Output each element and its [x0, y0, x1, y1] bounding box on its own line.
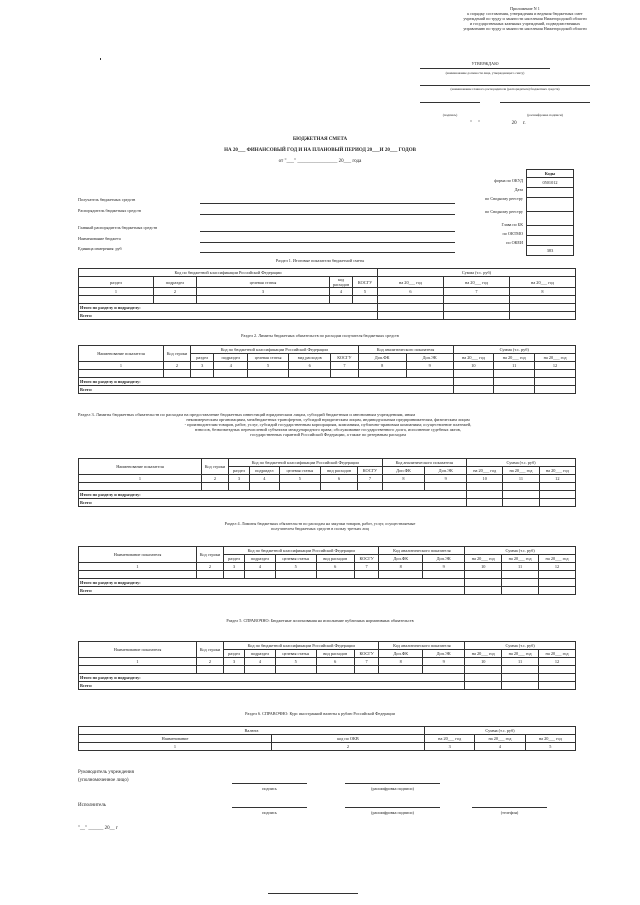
t3-num: 10 [467, 475, 503, 483]
t2-col: подраздел [214, 354, 248, 362]
t2-col: на 20___ год [453, 354, 494, 362]
t1-num: 4 [330, 288, 353, 296]
appendix-line: управлению по труду и занятости населения Нижегородской области [463, 26, 587, 31]
code-okei: 383 [527, 246, 574, 256]
t5-num: 7 [354, 658, 379, 666]
approval-date: " " 20 г. [470, 121, 526, 126]
section-3-line: государственных гарантий Российской Федерации, а также по резервным расходам [250, 432, 406, 437]
approver-sign-caption: (подпись) [442, 113, 458, 117]
t1-col: на 20___ год [444, 277, 510, 288]
t5-col: раздел [224, 650, 245, 658]
field-recipient: Получатель бюджетных средств [78, 197, 136, 202]
t3-col: целевая статья [279, 467, 320, 475]
t6-num: 5 [525, 743, 575, 751]
codes-labels [455, 178, 523, 249]
t4-num: 6 [316, 563, 354, 571]
t3-num: 9 [425, 475, 467, 483]
t2-col: Доп.ЭК [406, 354, 453, 362]
t3-col: Доп.ФК [382, 467, 425, 475]
t3-col: подраздел [249, 467, 279, 475]
section-3-line: некоммерческим организациям, межбюджетных трансфертов, субсидий юридическим лицам, индивидуальным предпринимателям, физическим лицам [186, 417, 470, 422]
t2-col: вид расходов [289, 354, 331, 362]
t1-col: КОСГУ [353, 277, 378, 288]
t5-num: 12 [539, 658, 576, 666]
table-6 [78, 726, 576, 751]
t1-vsego: Всего: [79, 312, 378, 320]
table-3 [78, 458, 576, 507]
t4-col: на 20___ год [465, 555, 502, 563]
doc-date: от "___" ________________ 20___ года [278, 159, 362, 164]
footer-head-sub: (уполномоченное лицо) [78, 778, 129, 783]
t3-num: 3 [229, 475, 250, 483]
t4-col: на 20___ год [502, 555, 539, 563]
t6-col: код по ОКВ [272, 735, 425, 743]
section-1-title: Раздел 1. Итоговые показатели бюджетной сметы [275, 258, 365, 263]
t6-num: 3 [425, 743, 475, 751]
approver-caption: (наименование должности лица, утверждающего смету) [445, 71, 525, 75]
t4-vsego: Всего: [79, 587, 465, 595]
t4-col: целевая статья [275, 555, 316, 563]
code-label: по Сводному реестру [484, 209, 523, 214]
t3-num: 8 [382, 475, 425, 483]
section-4-line: получателем бюджетных средств в пользу третьих лиц [271, 526, 369, 531]
t5-num: 6 [316, 658, 354, 666]
t5-num: 10 [465, 658, 502, 666]
t1-col: подраздел [154, 277, 197, 288]
t6-num: 2 [272, 743, 425, 751]
t2-num: 2 [164, 362, 191, 370]
t2-name-head: Наименование показателя [79, 346, 164, 362]
t4-col: КОСГУ [354, 555, 379, 563]
footer-head-label: Руководитель учреждения [78, 770, 134, 775]
t2-num: 1 [79, 362, 164, 370]
t3-col: на 20___ год [539, 467, 575, 475]
t3-num: 12 [539, 475, 575, 483]
t4-col: раздел [224, 555, 245, 563]
code-cell [527, 236, 574, 246]
t3-num: 7 [358, 475, 382, 483]
code-label: по ОКЕИ [506, 240, 523, 245]
t2-col: целевая статья [248, 354, 289, 362]
t2-num: 6 [289, 362, 331, 370]
table-1 [78, 268, 576, 320]
t4-kod-head: Код строки [197, 547, 224, 563]
t5-num: 11 [502, 658, 539, 666]
t6-valuta-head: Валюта [79, 727, 425, 735]
t1-num: 6 [378, 288, 444, 296]
t4-name-head: Наименование показателя [79, 547, 197, 563]
t4-num: 7 [354, 563, 379, 571]
code-cell [527, 198, 574, 212]
code-label: по ОКТМО [502, 231, 523, 236]
scan-mark [268, 893, 358, 894]
approved-label: УТВЕРЖДАЮ [471, 61, 499, 66]
t4-sum-head: Сумма (т.с. руб) [465, 547, 576, 555]
t2-num: 5 [248, 362, 289, 370]
t2-num: 3 [191, 362, 214, 370]
t2-num: 10 [453, 362, 494, 370]
t5-sum-head: Сумма (т.с. руб) [465, 642, 576, 650]
t5-num: 1 [79, 658, 197, 666]
field-distributor: Распорядитель бюджетных средств [78, 208, 141, 213]
appendix-line: учреждений по труду и занятости населения Нижегородской области [463, 16, 587, 21]
footer-phone-caption: (телефон) [500, 810, 519, 815]
section-5-title: Раздел 5. СПРАВОЧНО: Бюджетные ассигнования на исполнение публичных нормативных обязательств [226, 618, 414, 623]
t3-itogo: Итого по разделу и подразделу: [79, 491, 467, 499]
t5-num: 2 [197, 658, 224, 666]
t5-itogo: Итого по разделу и подразделу: [79, 674, 465, 682]
t3-col: на 20___ год [467, 467, 503, 475]
section-4-title [140, 521, 500, 531]
t1-col: код расходов [330, 277, 353, 288]
t5-col: вид расходов [316, 650, 354, 658]
code-label: Глава по БК [501, 222, 523, 227]
t5-col: на 20___ год [539, 650, 576, 658]
t3-kbk-head: Код по бюджетной классификации Российской Федерации [229, 459, 383, 467]
code-okud: 0501012 [527, 178, 574, 188]
scan-mark [100, 58, 101, 60]
t2-num: 8 [358, 362, 406, 370]
t2-col: на 20___ год [535, 354, 576, 362]
footer-exec-decode-caption: (расшифровка подписи) [371, 810, 414, 815]
t6-col: Наименование [79, 735, 272, 743]
code-label: Дата [514, 187, 523, 192]
t5-col: Доп.ФК [379, 650, 423, 658]
t2-col: КОСГУ [331, 354, 358, 362]
codes-head: Коды [527, 170, 574, 178]
t4-kbk-head: Код по бюджетной классификации Российской Федерации [224, 547, 379, 555]
t3-col: раздел [229, 467, 250, 475]
t4-col: подраздел [245, 555, 275, 563]
t4-col: на 20___ год [539, 555, 576, 563]
t2-num: 4 [214, 362, 248, 370]
t4-num: 5 [275, 563, 316, 571]
code-label: форма по ОКУД [494, 178, 523, 183]
t2-num: 7 [331, 362, 358, 370]
t4-anal-head: Код аналитического показателя [379, 547, 465, 555]
t3-kod-head: Код строки [202, 459, 229, 475]
footer-date: "__" ______ 20__ г [78, 826, 118, 831]
t1-col: целевая статья [197, 277, 330, 288]
t1-kbk-head: Код по бюджетной классификации Российской Федерации [79, 269, 378, 277]
t6-num: 1 [79, 743, 272, 751]
t4-num: 12 [539, 563, 576, 571]
t5-num: 3 [224, 658, 245, 666]
table-4 [78, 546, 576, 595]
t4-col: Доп.ЭК [423, 555, 465, 563]
section-3-line: Раздел 3. Лимиты бюджетных обязательств по расходам на предоставление бюджетных инвестиций юридическим лицам, субсидий бюджетным и автономным учреждениям, иным [78, 412, 416, 417]
t5-col: подраздел [245, 650, 275, 658]
t5-num: 8 [379, 658, 423, 666]
section-4-line: Раздел 4. Лимиты бюджетных обязательств по расходам на закупки товаров, работ, услуг, осуществляемые [224, 521, 416, 526]
t5-col: КОСГУ [354, 650, 379, 658]
appendix-line: к порядку составления, утверждения и ведения бюджетных смет [467, 11, 583, 16]
footer-decode-caption: (расшифровка подписи) [371, 786, 414, 791]
section-3-line: взносов, безвозмездных перечислений субъектам международного права; обслуживание государственного долга, исполнение судебных актов, [195, 427, 461, 432]
t3-num: 11 [503, 475, 539, 483]
t2-col: на 20___ год [494, 354, 535, 362]
field-main-distributor: Главный распорядитель бюджетных средств [78, 225, 158, 230]
t5-anal-head: Код аналитического показателя [379, 642, 465, 650]
section-3-line: - производителям товаров, работ, услуг, субсидий государственным корпорациям, компаниям, публично-правовым компаниям; осуществление платежей, [184, 422, 472, 427]
t2-itogo: Итого по разделу и подразделу: [79, 378, 454, 386]
t3-num: 4 [249, 475, 279, 483]
t1-num: 3 [197, 288, 330, 296]
table-5 [78, 641, 576, 690]
t5-col: на 20___ год [502, 650, 539, 658]
t5-col: целевая статья [275, 650, 316, 658]
t4-num: 8 [379, 563, 423, 571]
t1-num: 8 [510, 288, 576, 296]
t3-num: 1 [79, 475, 202, 483]
t4-col: вид расходов [316, 555, 354, 563]
section-6-title: Раздел 6. СПРАВОЧНО: Курс иностранной валюты к рублю Российской Федерации [245, 711, 395, 716]
t5-kod-head: Код строки [197, 642, 224, 658]
doc-subtitle: НА 20___ ФИНАНСОВЫЙ ГОД И НА ПЛАНОВЫЙ ПЕРИОД 20___И 20___ ГОДОВ [224, 148, 416, 153]
footer-exec-sign-caption: подпись [262, 810, 277, 815]
t6-col: на 20___ год [525, 735, 575, 743]
t3-num: 6 [320, 475, 358, 483]
t2-num: 11 [494, 362, 535, 370]
t6-sum-head: Сумма (т.с. руб) [425, 727, 576, 735]
t2-vsego: Всего: [79, 386, 454, 394]
code-cell [527, 188, 574, 198]
appendix-note [425, 6, 625, 31]
t3-anal-head: Код аналитического показателя [382, 459, 467, 467]
t1-col: на 20___ год [378, 277, 444, 288]
t6-num: 4 [475, 743, 525, 751]
field-unit: Единица измерения: руб [78, 246, 122, 251]
t2-anal-head: Код аналитического показателя [358, 346, 453, 354]
t3-num: 2 [202, 475, 229, 483]
t5-name-head: Наименование показателя [79, 642, 197, 658]
t1-num: 1 [79, 288, 154, 296]
t5-num: 4 [245, 658, 275, 666]
t1-num: 7 [444, 288, 510, 296]
code-cell [527, 226, 574, 236]
t3-col: Доп.ЭК [425, 467, 467, 475]
t1-itogo: Итого по разделу и подразделу: [79, 304, 378, 312]
t5-num: 9 [423, 658, 465, 666]
t4-itogo: Итого по разделу и подразделу: [79, 579, 465, 587]
t4-num: 3 [224, 563, 245, 571]
t2-num: 9 [406, 362, 453, 370]
t2-col: раздел [191, 354, 214, 362]
t3-num: 5 [279, 475, 320, 483]
t4-num: 10 [465, 563, 502, 571]
t2-kod-head: Код строки [164, 346, 191, 362]
code-cell [527, 212, 574, 226]
t1-num: 2 [154, 288, 197, 296]
t4-num: 9 [423, 563, 465, 571]
t4-num: 2 [197, 563, 224, 571]
t2-kbk-head: Код по бюджетной классификации Российской Федерации [191, 346, 359, 354]
t1-col: раздел [79, 277, 154, 288]
t5-col: на 20___ год [465, 650, 502, 658]
appendix-line: и государственных казенных учреждений, подведомственных [469, 21, 581, 26]
approver-decode-caption: (расшифровка подписи) [527, 113, 563, 117]
t4-num: 11 [502, 563, 539, 571]
t3-name-head: Наименование показателя [79, 459, 202, 475]
table-2 [78, 345, 576, 394]
t5-vsego: Всего: [79, 682, 465, 690]
t3-col: вид расходов [320, 467, 358, 475]
section-2-title: Раздел 2. Лимиты бюджетных обязательств по расходам получателя бюджетных средств [241, 333, 399, 338]
t3-vsego: Всего: [79, 499, 467, 507]
t5-num: 5 [275, 658, 316, 666]
codes-table [526, 169, 574, 256]
t2-num: 12 [535, 362, 576, 370]
t6-col: на 20___ год [425, 735, 475, 743]
t1-col: на 20___ год [510, 277, 576, 288]
t2-sum-head: Сумма (т.с. руб) [453, 346, 575, 354]
field-budget: Наименование бюджета [78, 236, 121, 241]
t4-num: 4 [245, 563, 275, 571]
approver-org-caption: (наименование главного распорядителя (распорядителя) бюджетных средств) [450, 87, 560, 91]
t4-col: Доп.ФК [379, 555, 423, 563]
footer-sign-caption: подпись [262, 786, 277, 791]
t3-sum-head: Сумма (т.с. руб) [467, 459, 576, 467]
t5-col: Доп.ЭК [423, 650, 465, 658]
section-3-title [78, 412, 578, 437]
t4-num: 1 [79, 563, 197, 571]
t3-col: на 20___ год [503, 467, 539, 475]
t1-sum-head: Сумма (т.с. руб) [378, 269, 576, 277]
t5-kbk-head: Код по бюджетной классификации Российской Федерации [224, 642, 379, 650]
t3-col: КОСГУ [358, 467, 382, 475]
doc-title: БЮДЖЕТНАЯ СМЕТА [292, 137, 348, 142]
t2-col: Доп.ФК [358, 354, 406, 362]
code-label: по Сводному реестру [484, 196, 523, 201]
appendix-line: Приложение N 1 [510, 6, 540, 11]
t1-num: 5 [353, 288, 378, 296]
t6-col: на 20___ год [475, 735, 525, 743]
footer-exec-label: Исполнитель [78, 803, 106, 808]
